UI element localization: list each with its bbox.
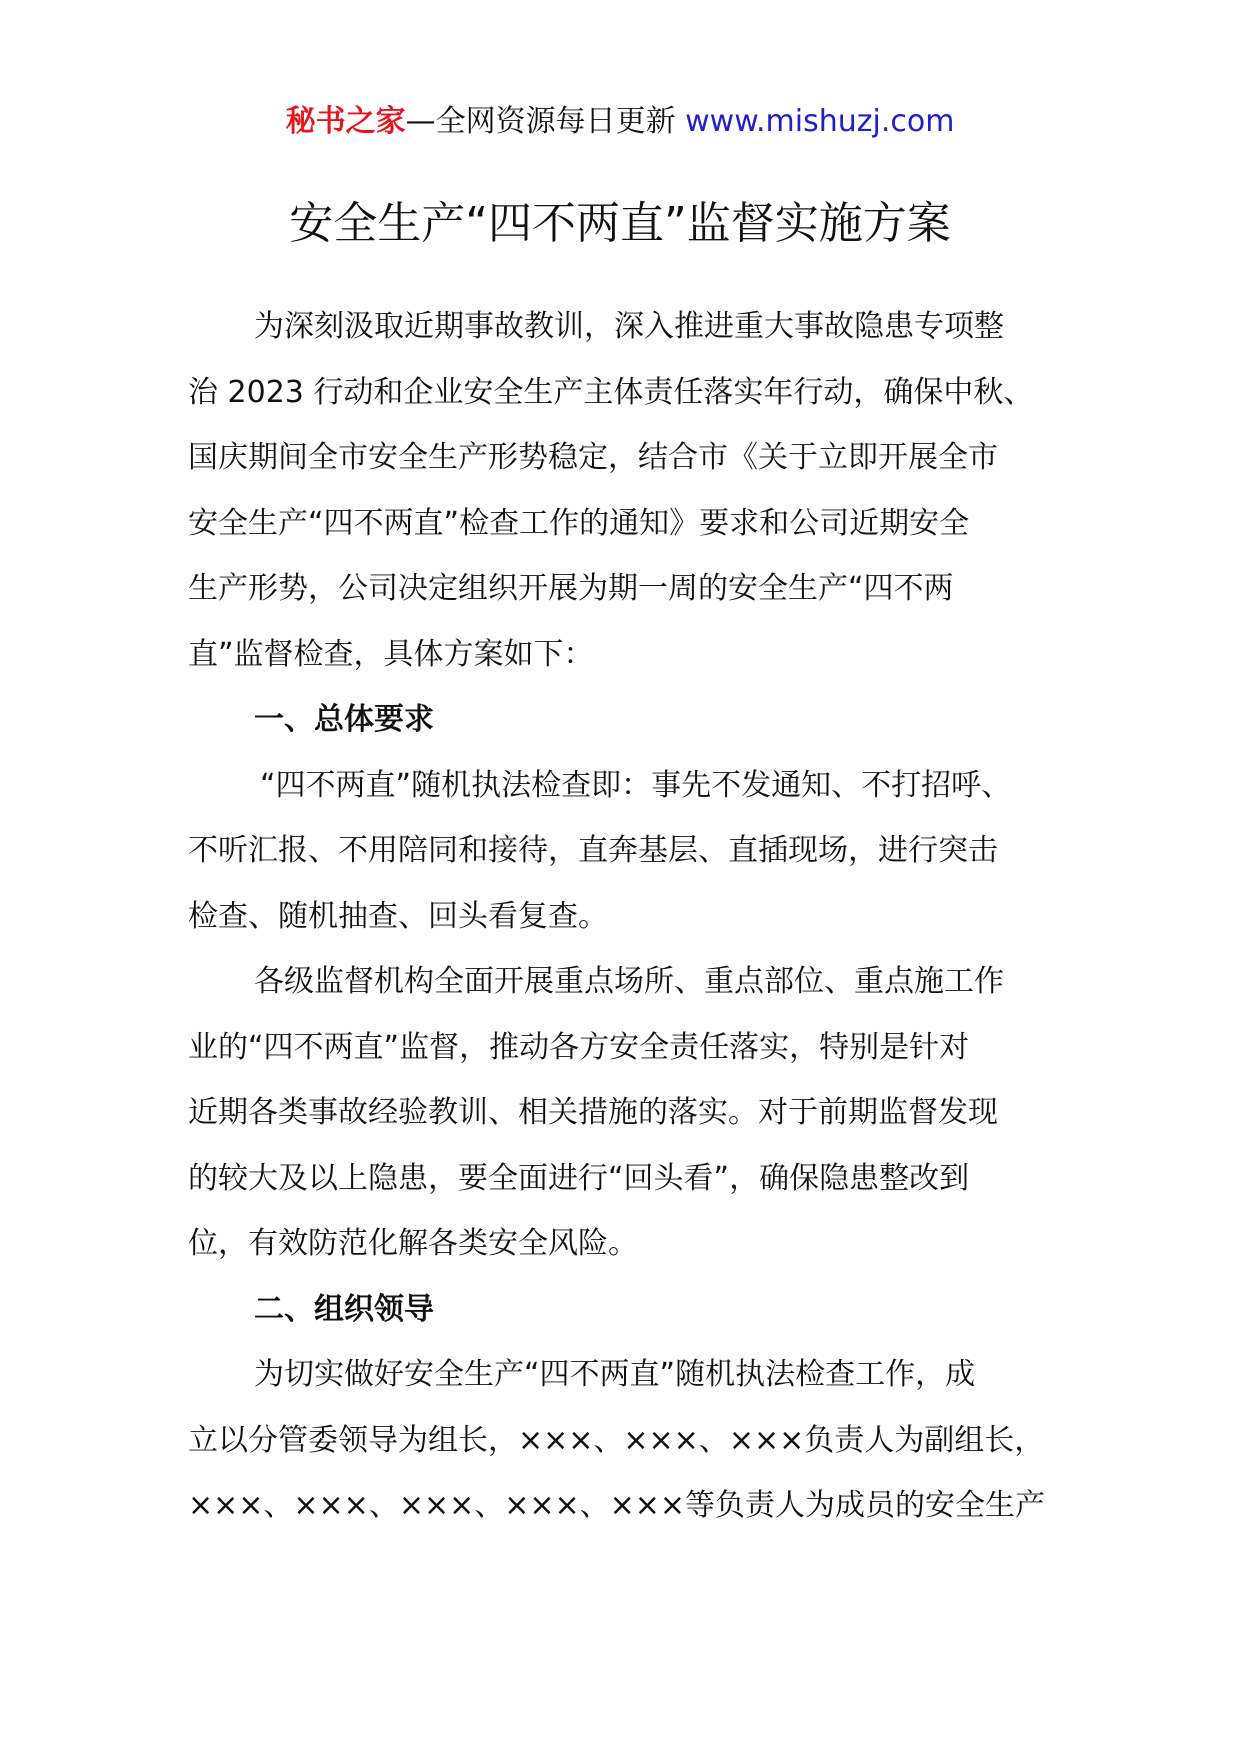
section-heading: 一、总体要求 xyxy=(254,702,434,737)
section-heading: 二、组织领导 xyxy=(254,1291,434,1327)
site-tagline: —全网资源每日更新 xyxy=(405,104,686,139)
paragraph-line: 位，有效防范化解各类安全风险。 xyxy=(188,1226,638,1261)
paragraph-line: 的较大及以上隐患，要全面进行“回头看”，确保隐患整改到 xyxy=(188,1160,970,1196)
paragraph-line: 为深刻汲取近期事故教训，深入推进重大事故隐患专项整 xyxy=(254,309,1004,344)
paragraph-line: 检查、随机抽查、回头看复查。 xyxy=(188,898,608,934)
paragraph-line: 直”监督检查，具体方案如下： xyxy=(188,636,594,672)
site-url-link[interactable]: www.mishuzj.com xyxy=(685,104,955,139)
document-title: 安全生产“四不两直”监督实施方案 xyxy=(289,198,951,249)
site-brand: 秘书之家 xyxy=(285,104,406,139)
site-header xyxy=(0,100,1240,144)
paragraph-line: 不听汇报、不用陪同和接待，直奔基层、直插现场，进行突击 xyxy=(188,833,998,868)
paragraph-line: 近期各类事故经验教训、相关措施的落实。对于前期监督发现 xyxy=(188,1095,998,1130)
paragraph-line: 为切实做好安全生产“四不两直”随机执法检查工作，成 xyxy=(254,1357,976,1392)
paragraph-line: “四不两直”随机执法检查即：事先不发通知、不打招呼、 xyxy=(260,767,1012,803)
paragraph-line: ×××、×××、×××、×××、×××等负责人为成员的安全生产 xyxy=(188,1488,1046,1523)
paragraph-line: 治 2023 行动和企业安全生产主体责任落实年行动，确保中秋、 xyxy=(188,374,1034,410)
paragraph-line: 立以分管委领导为组长，×××、×××、×××负责人为副组长， xyxy=(188,1422,1045,1458)
paragraph-line: 国庆期间全市安全生产形势稳定，结合市《关于立即开展全市 xyxy=(188,440,998,475)
paragraph-line: 生产形势，公司决定组织开展为期一周的安全生产“四不两 xyxy=(188,571,954,606)
document-body xyxy=(188,294,1054,1539)
paragraph-line: 安全生产“四不两直”检查工作的通知》要求和公司近期安全 xyxy=(188,505,970,541)
paragraph-line: 各级监督机构全面开展重点场所、重点部位、重点施工作 xyxy=(254,964,1004,999)
paragraph-line: 业的“四不两直”监督，推动各方安全责任落实，特别是针对 xyxy=(188,1029,970,1065)
